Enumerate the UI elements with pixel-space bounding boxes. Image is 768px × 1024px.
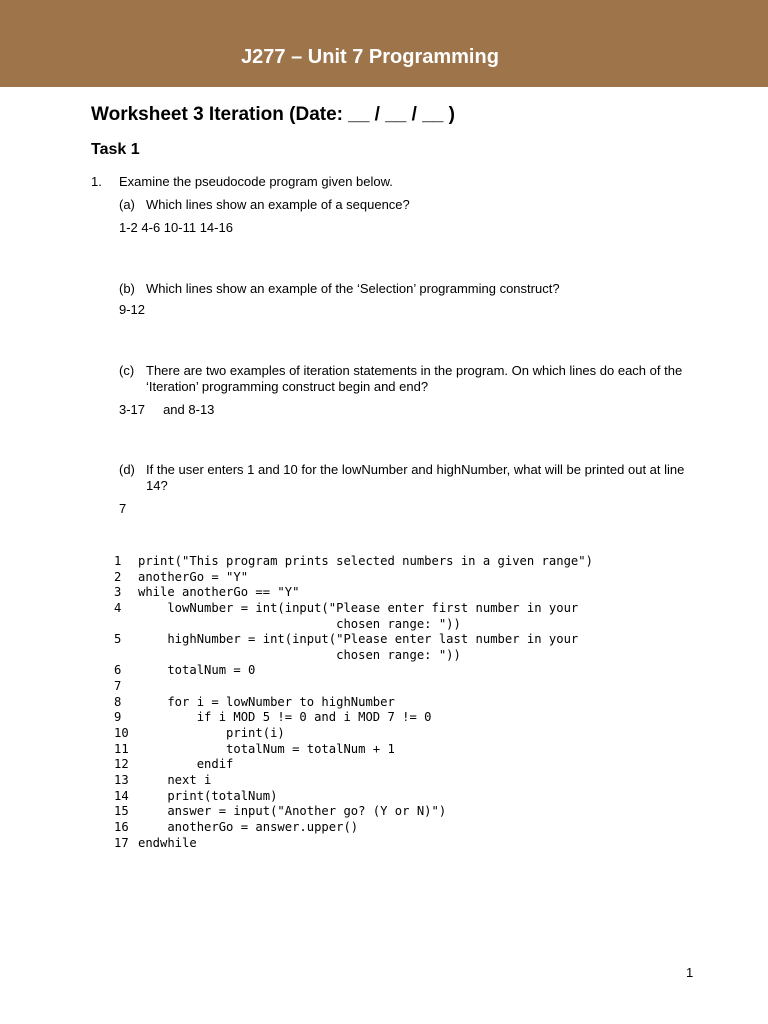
line-number: 9	[114, 710, 122, 725]
header-banner	[0, 0, 768, 87]
code-text: chosen range: "))	[138, 616, 461, 631]
part-letter: (c)	[119, 363, 135, 378]
code-text: anotherGo = answer.upper()	[138, 819, 359, 834]
answer-b: 9-12	[119, 302, 146, 317]
line-number: 14	[114, 788, 129, 803]
question-part-b	[119, 281, 699, 297]
question-part-a	[119, 197, 699, 213]
answer-d: 7	[119, 501, 127, 516]
code-text: while anotherGo == "Y"	[138, 585, 300, 600]
line-number: 4	[114, 600, 122, 615]
code-text: endif	[138, 757, 234, 772]
line-number: 13	[114, 772, 129, 787]
part-letter: (d)	[119, 462, 135, 477]
line-number: 7	[114, 679, 122, 694]
code-text: highNumber = int(input("Please enter last number in your	[138, 632, 579, 647]
line-number: 10	[114, 726, 129, 741]
code-text: print("This program prints selected numbers in a given range")	[138, 554, 593, 568]
code-text: answer = input("Another go? (Y or N)")	[138, 804, 447, 819]
line-number: 17	[114, 835, 129, 850]
question-part-c	[119, 363, 699, 395]
line-number: 3	[114, 585, 122, 600]
code-text: next i	[138, 772, 212, 787]
part-text: If the user enters 1 and 10 for the lowNumber and highNumber, what will be printed out at line 14?	[146, 462, 685, 493]
code-text: if i MOD 5 != 0 and i MOD 7 != 0	[138, 710, 432, 725]
banner-title: J277 – Unit 7 Programming	[241, 46, 499, 68]
code-text: chosen range: "))	[138, 647, 461, 662]
line-number: 5	[114, 632, 122, 647]
line-number: 11	[114, 741, 129, 756]
line-number: 16	[114, 819, 129, 834]
part-letter: (a)	[119, 197, 135, 212]
answer-a: 1-2 4-6 10-11 14-16	[119, 220, 233, 235]
question-part-d	[119, 462, 699, 494]
part-letter: (b)	[119, 281, 135, 296]
code-text: lowNumber = int(input("Please enter first number in your	[138, 600, 579, 615]
worksheet-title: Worksheet 3 Iteration (Date: __ / __ / __ )	[91, 104, 455, 125]
question-intro: Examine the pseudocode program given below.	[119, 174, 393, 189]
code-text: totalNum = totalNum + 1	[138, 741, 395, 756]
part-text: Which lines show an example of the ‘Selection’ programming construct?	[146, 281, 560, 296]
code-text: print(i)	[138, 726, 285, 741]
line-number: 2	[114, 569, 122, 584]
answer-c: 3-17 and 8-13	[119, 402, 215, 417]
code-text: totalNum = 0	[138, 663, 256, 678]
code-text: for i = lowNumber to highNumber	[138, 694, 395, 709]
line-number: 12	[114, 757, 129, 772]
task-heading: Task 1	[91, 141, 140, 158]
code-text: print(totalNum)	[138, 788, 278, 803]
page-number: 1	[686, 965, 694, 980]
part-text: Which lines show an example of a sequence?	[146, 197, 410, 212]
line-number: 8	[114, 694, 122, 709]
question-number: 1.	[91, 174, 102, 189]
line-number: 6	[114, 663, 122, 678]
part-text: There are two examples of iteration statements in the program. On which lines do each of the ‘Iteration’ programming construct begin and end?	[146, 363, 683, 394]
code-text: endwhile	[138, 835, 197, 850]
line-number: 1	[114, 554, 122, 568]
code-text: anotherGo = "Y"	[138, 569, 249, 584]
line-number: 15	[114, 804, 129, 819]
